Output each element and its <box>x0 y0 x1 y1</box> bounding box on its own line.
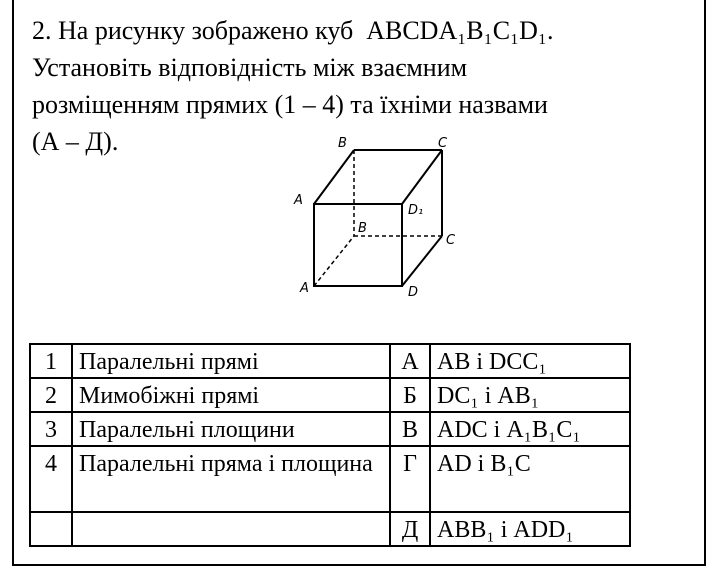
row-description: Паралельні прямі <box>72 344 390 378</box>
table-row <box>30 344 630 378</box>
problem-line-1 <box>32 12 696 49</box>
label-b: B <box>338 136 347 151</box>
cube-edge-a-b <box>314 150 354 204</box>
label-c1: C <box>446 233 456 248</box>
label-a-bottom: A <box>300 281 309 296</box>
problem-line-4: (А – Д). <box>32 127 119 156</box>
cube-figure <box>280 128 460 298</box>
row-letter: Б <box>390 378 430 412</box>
row-pair: ADC і A₁B₁C₁ <box>430 412 630 446</box>
word-4: взаємним <box>361 53 468 82</box>
cube-name: ABCDA₁B₁C₁D₁. <box>366 16 554 45</box>
table-row <box>30 412 630 446</box>
row-pair: ABB₁ і ADD₁ <box>430 512 630 546</box>
cube-edge-d1-c <box>402 150 442 204</box>
row-number: 2 <box>30 378 72 412</box>
label-d-bottom: D <box>408 285 419 298</box>
label-c: C <box>438 136 448 151</box>
row-description: Мимобіжні прямі <box>72 378 390 412</box>
label-d1: D₁ <box>408 203 424 218</box>
table-row <box>30 446 630 512</box>
word-2: відповідність <box>158 53 307 82</box>
table-row <box>30 378 630 412</box>
row-pair: AB і DCC₁ <box>430 344 630 378</box>
cube-hidden-diagonal-edge <box>314 236 354 286</box>
table-row <box>30 512 630 546</box>
label-b-inner: B <box>358 221 367 236</box>
row-description: Паралельні площини <box>72 412 390 446</box>
row-number: 1 <box>30 344 72 378</box>
cube-front-face <box>314 204 402 286</box>
row-number: 4 <box>30 446 72 512</box>
word-3: між <box>312 53 355 82</box>
row-description <box>72 512 390 546</box>
word-1: Установіть <box>32 53 152 82</box>
row-pair: DC₁ і AB₁ <box>430 378 630 412</box>
row-description: Паралельні пряма і площина <box>72 446 390 512</box>
problem-intro: 2. На рисунку зображено куб <box>32 16 354 45</box>
row-number: 3 <box>30 412 72 446</box>
matching-table <box>29 343 631 547</box>
row-letter: Г <box>390 446 430 512</box>
row-letter: А <box>390 344 430 378</box>
cube-edge-d-c1 <box>402 236 442 286</box>
row-number <box>30 512 72 546</box>
problem-line-2 <box>32 49 696 86</box>
row-letter: В <box>390 412 430 446</box>
problem-line-3: розміщенням прямих (1 – 4) та їхніми назвами <box>32 90 548 119</box>
label-a: A <box>294 193 303 208</box>
row-pair: AD і B₁C <box>430 446 630 512</box>
row-letter: Д <box>390 512 430 546</box>
